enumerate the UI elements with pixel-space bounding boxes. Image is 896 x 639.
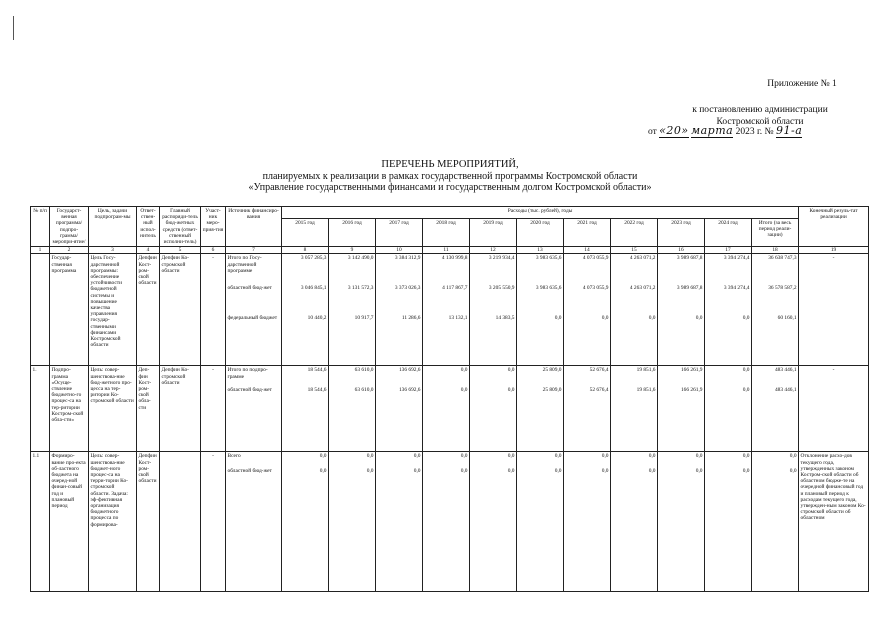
expense-value: 0,0 xyxy=(507,453,515,460)
column-number: 9 xyxy=(329,247,376,254)
resolution-line-1: к постановлению администрации xyxy=(692,105,828,115)
expense-value: 166 261,9 xyxy=(680,387,703,394)
expense-value: 0,0 xyxy=(648,315,656,322)
expense-value: 0,0 xyxy=(507,468,515,475)
expense-value: 36 578 587,2 xyxy=(768,285,797,292)
expense-value: 13 132,1 xyxy=(448,315,468,322)
expense-cell xyxy=(705,366,752,452)
header-expenses: Расходы (тыс. рублей), годы xyxy=(282,207,799,219)
source-name: федеральный бюджет xyxy=(227,315,278,322)
row-participant: - xyxy=(201,366,226,452)
expense-value: 19 851,6 xyxy=(636,387,656,394)
expense-value: 63 610,0 xyxy=(354,367,374,374)
column-number: 7 xyxy=(226,247,282,254)
title-line-3: «Управление государственными финансами и государственным долгом Костромской области» xyxy=(248,182,652,193)
expense-cell xyxy=(658,452,705,592)
row-executor: Депфин Кост-ром-ской области xyxy=(137,452,160,592)
expense-value: 52 676,4 xyxy=(589,367,609,374)
row-sources xyxy=(226,366,282,452)
date-month: марта xyxy=(691,124,734,137)
row-program: Формиро-вание про-екта об-ластного бюджета на очеред-ной финан-совый год и плановый период xyxy=(50,452,89,592)
column-number: 1 xyxy=(31,247,50,254)
date-from: от xyxy=(648,127,657,137)
column-number: 5 xyxy=(160,247,201,254)
expense-value: 0,0 xyxy=(319,468,327,475)
expense-cell xyxy=(705,254,752,366)
column-number: 19 xyxy=(799,247,869,254)
row-number: 1.1 xyxy=(31,452,50,592)
expense-value: 52 676,4 xyxy=(589,387,609,394)
expense-cell xyxy=(282,452,329,592)
expense-value: 3 983 635,6 xyxy=(535,255,562,262)
expense-value: 3 205 550,9 xyxy=(488,285,515,292)
measures-table xyxy=(30,206,869,592)
expense-value: 0,0 xyxy=(413,453,421,460)
expense-cell xyxy=(564,366,611,452)
date-year: 2023 г. № xyxy=(735,127,774,137)
header-final-result: Конечный резуль-тат реализации xyxy=(799,207,869,247)
expense-value: 0,0 xyxy=(554,468,562,475)
expense-value: 0,0 xyxy=(601,453,609,460)
row-manager xyxy=(160,452,201,592)
doc-number: 91-а xyxy=(775,124,803,137)
row-number xyxy=(31,254,50,366)
expense-value: 4 117 867,7 xyxy=(442,285,468,292)
expense-cell xyxy=(752,452,799,592)
expense-value: 0,0 xyxy=(742,387,750,394)
expense-value: 4 073 055,9 xyxy=(582,255,609,262)
expense-value: 3 046 845,1 xyxy=(300,285,327,292)
expense-value: 0,0 xyxy=(554,315,562,322)
column-number: 17 xyxy=(705,247,752,254)
header-year: 2019 год xyxy=(470,219,517,247)
table-row xyxy=(31,366,869,452)
expense-cell xyxy=(658,366,705,452)
column-number: 13 xyxy=(517,247,564,254)
expense-value: 0,0 xyxy=(695,453,703,460)
resolution-line-2: Костромской области xyxy=(716,117,804,127)
expense-value: 0,0 xyxy=(460,468,468,475)
expense-value: 0,0 xyxy=(648,453,656,460)
expense-value: 0,0 xyxy=(460,367,468,374)
title-line-1: ПЕРЕЧЕНЬ МЕРОПРИЯТИЙ, xyxy=(381,159,519,170)
header-participant: Участ-ник меро-прия-тия xyxy=(201,207,226,247)
expense-cell xyxy=(470,366,517,452)
column-number: 15 xyxy=(611,247,658,254)
expense-cell xyxy=(705,452,752,592)
expense-value: 0,0 xyxy=(601,468,609,475)
row-program: Подпро-грамма «Осуще-ствление бюджетно-го процес-са на тер-ритории Костром-ской обла-сти» xyxy=(50,366,89,452)
column-number: 12 xyxy=(470,247,517,254)
expense-value: 36 638 747,3 xyxy=(768,255,797,262)
expense-value: 3 989 687,8 xyxy=(676,255,703,262)
expense-value: 4 073 055,9 xyxy=(582,285,609,292)
source-name: областной бюд-жет xyxy=(227,468,272,475)
row-final-result: - xyxy=(799,366,869,452)
expense-value: 0,0 xyxy=(742,453,750,460)
header-year: 2017 год xyxy=(376,219,423,247)
expense-value: 483 446,1 xyxy=(774,367,797,374)
expense-value: 166 261,9 xyxy=(680,367,703,374)
expense-cell xyxy=(564,452,611,592)
column-number: 2 xyxy=(50,247,89,254)
expense-value: 136 692,6 xyxy=(398,387,421,394)
expense-value: 0,0 xyxy=(460,387,468,394)
expense-cell xyxy=(470,452,517,592)
expense-value: 0,0 xyxy=(742,315,750,322)
header-source: Источник финансиро-вания xyxy=(226,207,282,247)
expense-cell xyxy=(611,366,658,452)
column-number: 16 xyxy=(658,247,705,254)
expense-value: 0,0 xyxy=(695,468,703,475)
expense-value: 10 917,7 xyxy=(354,315,374,322)
row-manager: Депфин Ко-стромской области xyxy=(160,254,201,366)
expense-value: 18 544,6 xyxy=(307,367,327,374)
column-number: 8 xyxy=(282,247,329,254)
expense-value: 3 384 312,9 xyxy=(394,255,421,262)
expense-value: 0,0 xyxy=(695,315,703,322)
column-number: 11 xyxy=(423,247,470,254)
source-name: Итого по Госу-дарственной программе xyxy=(227,255,262,274)
expense-value: 14 383,5 xyxy=(495,315,515,322)
row-goal: Цель Госу-дарственной программы: обеспечение устойчивости бюджетной системы и повышение качества управления государ-ственными финансами Костромской области xyxy=(89,254,137,366)
expense-value: 0,0 xyxy=(648,468,656,475)
expense-cell xyxy=(423,254,470,366)
expense-value: 3 373 026,3 xyxy=(394,285,421,292)
expense-value: 4 263 071,2 xyxy=(629,285,656,292)
source-name: областной бюд-жет xyxy=(227,387,272,394)
expense-value: 4 130 999,8 xyxy=(441,255,468,262)
header-year: 2023 год xyxy=(658,219,705,247)
row-goal: Цель: совер-шенствова-ние бюд-жетного про-цесса на тер-ритории Ко-стромской области xyxy=(89,366,137,452)
expense-cell xyxy=(282,366,329,452)
expense-value: 3 989 687,8 xyxy=(676,285,703,292)
expense-value: 10 440,2 xyxy=(307,315,327,322)
expense-value: 3 394 274,4 xyxy=(723,285,750,292)
row-goal: Цель: совер-шенствова-ние бюджет-ного процес-са на терри-тории Ко-стромской области. Задача: эф-фективная организация бюджетного процесса по формирова- xyxy=(89,452,137,592)
expense-cell xyxy=(376,254,423,366)
header-year: 2016 год xyxy=(329,219,376,247)
table-row xyxy=(31,254,869,366)
scan-edge-mark xyxy=(13,16,14,40)
expense-cell xyxy=(423,452,470,592)
header-year: 2021 год xyxy=(564,219,611,247)
expense-cell xyxy=(329,452,376,592)
expense-value: 136 692,6 xyxy=(398,367,421,374)
expense-cell xyxy=(752,254,799,366)
row-final-result: Отклонение расхо-дов текущего года, утвержденных законом Костром-ской области об областном бюдже-те на очередной финансовый год и плановый период к расходам текущего года, утвержден-ным законом Ко-стромской области об областном xyxy=(799,452,869,592)
expense-value: 63 610,0 xyxy=(354,387,374,394)
expense-value: 3 057 285,3 xyxy=(300,255,327,262)
column-number: 10 xyxy=(376,247,423,254)
header-year: 2024 год xyxy=(705,219,752,247)
appendix-title: Приложение № 1 xyxy=(767,79,837,89)
column-number: 14 xyxy=(564,247,611,254)
header-goal: Цель, задачи подпрограм-мы xyxy=(89,207,137,247)
header-year: Итого (за весь период реали-зации) xyxy=(752,219,799,247)
expense-cell xyxy=(564,254,611,366)
expense-value: 0,0 xyxy=(601,315,609,322)
expense-cell xyxy=(658,254,705,366)
expense-value: 0,0 xyxy=(742,367,750,374)
expense-cell xyxy=(517,452,564,592)
header-num: № п/п xyxy=(31,207,50,247)
expense-value: 0,0 xyxy=(789,468,797,475)
header-executor: Ответ-ствен-ный испол-нитель xyxy=(137,207,160,247)
expense-cell xyxy=(376,452,423,592)
expense-value: 0,0 xyxy=(507,367,515,374)
column-number: 3 xyxy=(89,247,137,254)
expense-value: 0,0 xyxy=(742,468,750,475)
source-name: Всего xyxy=(227,453,241,460)
header-program: Государст-венная программа/ подпро-грамма/ меропри-ятие/ xyxy=(50,207,89,247)
expense-value: 483 446,1 xyxy=(774,387,797,394)
column-number: 4 xyxy=(137,247,160,254)
source-name: областной бюд-жет xyxy=(227,285,272,292)
expense-value: 0,0 xyxy=(789,453,797,460)
document-title xyxy=(170,159,730,194)
expense-value: 19 851,6 xyxy=(636,367,656,374)
expense-value: 11 286,6 xyxy=(401,315,421,322)
expense-cell xyxy=(329,366,376,452)
header-year: 2018 год xyxy=(423,219,470,247)
expense-cell xyxy=(517,254,564,366)
expense-value: 3 142 490,0 xyxy=(347,255,374,262)
header-year: 2022 год xyxy=(611,219,658,247)
date-day: «20» xyxy=(659,124,689,137)
column-number: 6 xyxy=(201,247,226,254)
expense-cell xyxy=(470,254,517,366)
expense-cell xyxy=(611,254,658,366)
row-sources xyxy=(226,254,282,366)
header-manager: Главный распоряди-тель бюд-жетных средств (ответ-ственный исполни-тель) xyxy=(160,207,201,247)
expense-cell xyxy=(611,452,658,592)
expense-value: 3 219 934,4 xyxy=(488,255,515,262)
header-year: 2020 год xyxy=(517,219,564,247)
expense-cell xyxy=(329,254,376,366)
expense-value: 25 809,0 xyxy=(542,387,562,394)
expense-value: 4 263 071,2 xyxy=(629,255,656,262)
expense-cell xyxy=(282,254,329,366)
table-row xyxy=(31,452,869,592)
resolution-date-line xyxy=(648,124,883,138)
expense-value: 3 394 274,4 xyxy=(723,255,750,262)
row-number: 1. xyxy=(31,366,50,452)
expense-cell xyxy=(376,366,423,452)
column-number: 18 xyxy=(752,247,799,254)
title-line-2: планируемых к реализации в рамках государственной программы Костромской области xyxy=(262,170,638,182)
expense-value: 3 131 572,3 xyxy=(347,285,374,292)
expense-value: 0,0 xyxy=(366,453,374,460)
expense-value: 60 160,1 xyxy=(777,315,797,322)
expense-value: 0,0 xyxy=(366,468,374,475)
expense-cell xyxy=(517,366,564,452)
expense-cell xyxy=(752,366,799,452)
header-year: 2015 год xyxy=(282,219,329,247)
row-participant: - xyxy=(201,254,226,366)
expense-value: 18 544,6 xyxy=(307,387,327,394)
row-program: Государ-ственная программа xyxy=(50,254,89,366)
row-sources xyxy=(226,452,282,592)
expense-value: 0,0 xyxy=(554,453,562,460)
expense-cell xyxy=(423,366,470,452)
appendix-header xyxy=(640,78,880,128)
row-final-result: - xyxy=(799,254,869,366)
source-name: Итого по подпро-грамме xyxy=(227,367,268,380)
expense-value: 0,0 xyxy=(319,453,327,460)
expense-value: 0,0 xyxy=(413,468,421,475)
expense-value: 25 809,0 xyxy=(542,367,562,374)
expense-value: 0,0 xyxy=(460,453,468,460)
expense-value: 3 983 635,6 xyxy=(535,285,562,292)
row-executor: Депфин Кост-ром-ской области xyxy=(137,254,160,366)
row-participant: - xyxy=(201,452,226,592)
expense-value: 0,0 xyxy=(507,387,515,394)
row-manager: Депфин Ко-стромской области xyxy=(160,366,201,452)
row-executor: Деп-фин Кост-ром-ской обла-сти xyxy=(137,366,160,452)
